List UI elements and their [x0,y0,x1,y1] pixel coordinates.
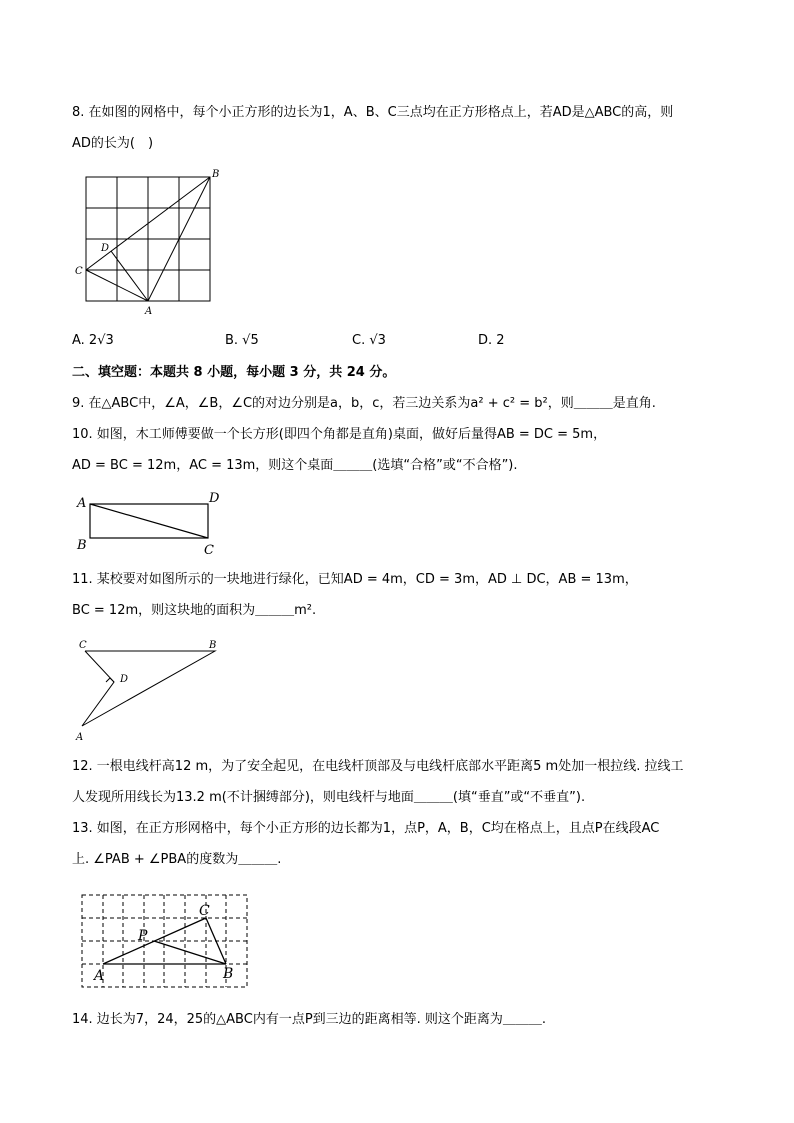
q8-label-d: D [101,243,110,254]
q14-text: 14. 边长为7，24，25的△ABC内有一点P到三边的距离相等. 则这个距离为＿＿＿. [72,1012,547,1027]
q11-label-d: D [120,674,129,685]
q8-grid-figure [72,165,232,315]
q12-line1: 12. 一根电线杆高12 m，为了安全起见，在电线杆顶部及与电线杆底部水平距离5 m处加一根拉线. 拉线工 [72,759,684,774]
q11-label-b: B [209,640,217,651]
q8-option-a: A. 2√3 [72,333,114,348]
q12-line2: 人发现所用线长为13.2 m(不计捆缚部分)，则电线杆与地面＿＿＿(填“垂直”或“不垂直”). [72,790,586,805]
q13-line1: 13. 如图，在正方形网格中，每个小正方形的边长都为1，点P，A，B，C均在格点上，且点P在线段AC [72,821,660,836]
q8-label-a: A [145,306,153,317]
q8-label-c: C [75,266,83,277]
q10-label-c: C [204,543,214,558]
q8-line1: 8. 在如图的网格中，每个小正方形的边长为1，A、B、C三点均在正方形格点上，若AD是△ABC的高，则 [72,105,674,120]
q10-line1: 10. 如图，木工师傅要做一个长方形(即四个角都是直角)桌面，做好后量得AB = DC = 5m， [72,427,607,442]
q8-option-c: C. √3 [352,333,386,348]
q11-label-c: C [79,640,87,651]
q11-quadrilateral-figure [72,636,232,742]
q9-text: 9. 在△ABC中，∠A，∠B，∠C的对边分别是a，b，c，若三边关系为a² + c² = b²，则＿＿＿是直角. [72,396,656,411]
q8-label-b: B [212,169,220,180]
q11-line2: BC = 12m，则这块地的面积为＿＿＿m². [72,603,317,618]
q8-line2: AD的长为( ) [72,136,154,151]
q11-label-a: A [76,732,84,743]
q10-label-b: B [77,538,87,553]
q13-line2: 上. ∠PAB + ∠PBA的度数为＿＿＿. [72,852,282,867]
q8-option-b: B. √5 [225,333,259,348]
section-2-header: 二、填空题：本题共 8 小题，每小题 3 分，共 24 分。 [72,365,396,380]
q8-option-d: D. 2 [478,333,505,348]
q13-label-b: B [223,966,234,982]
q10-label-d: D [209,491,220,506]
q10-rectangle-figure [72,487,232,559]
q11-line1: 11. 某校要对如图所示的一块地进行绿化，已知AD = 4m，CD = 3m，AD ⊥ DC，AB = 13m， [72,572,638,587]
q10-line2: AD = BC = 12m，AC = 13m，则这个桌面＿＿＿(选填“合格”或“不合格”). [72,458,518,473]
q13-grid-figure [72,885,257,995]
q13-label-p: P [138,928,148,944]
q10-label-a: A [77,496,87,511]
q13-label-c: C [199,903,210,919]
q13-label-a: A [94,968,105,984]
